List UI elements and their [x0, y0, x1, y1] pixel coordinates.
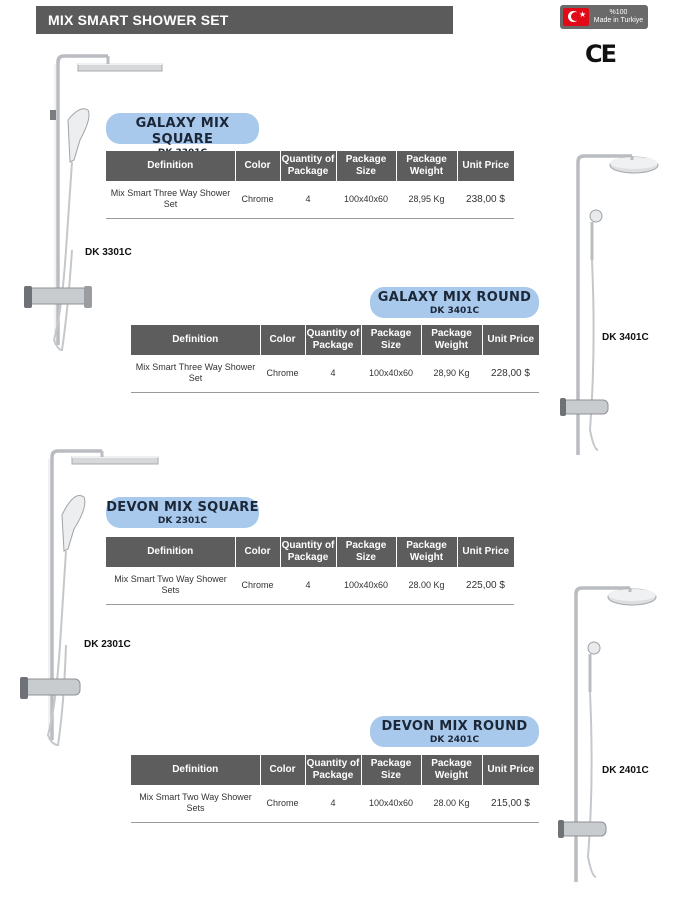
side-label-dk3401c: DK 3401C: [602, 332, 649, 343]
product-code: DK 3401C: [429, 306, 480, 316]
cell-weight: 28,95 Kg: [396, 181, 457, 218]
col-price: Unit Price: [482, 325, 539, 355]
product-name: GALAXY MIX SQUARE: [135, 116, 230, 147]
table-row: [106, 567, 514, 604]
col-definition: Definition: [106, 151, 235, 181]
cell-price: 228,00 $: [482, 355, 539, 392]
col-weight: Package Weight: [396, 151, 457, 181]
col-weight: Package Weight: [421, 755, 482, 785]
cell-weight: 28,90 Kg: [421, 355, 482, 392]
cell-color: Chrome: [260, 785, 305, 822]
col-color: Color: [260, 755, 305, 785]
col-quantity: Quantity of Package: [305, 755, 361, 785]
col-quantity: Quantity of Package: [305, 325, 361, 355]
col-color: Color: [235, 537, 280, 567]
cell-color: Chrome: [235, 181, 280, 218]
side-label-dk2301c: DK 2301C: [84, 639, 131, 650]
product-name: GALAXY MIX ROUND: [377, 290, 532, 305]
col-price: Unit Price: [457, 537, 514, 567]
spec-table-devon-mix-square: [106, 537, 514, 605]
product-title-devon-mix-round: [370, 716, 539, 747]
cell-price: 225,00 $: [457, 567, 514, 604]
cell-weight: 28.00 Kg: [421, 785, 482, 822]
shower-image-dk2401c: [548, 582, 660, 894]
badge-made-in: Made in Turkiye: [593, 17, 644, 24]
col-color: Color: [260, 325, 305, 355]
cell-quantity: 4: [280, 181, 336, 218]
side-label-dk3301c: DK 3301C: [85, 247, 132, 258]
table-row: [131, 785, 539, 822]
spec-table-galaxy-mix-square: [106, 151, 514, 219]
product-name: DEVON MIX ROUND: [381, 719, 528, 734]
cell-definition: Mix Smart Three Way Shower Set: [131, 355, 260, 392]
cell-color: Chrome: [260, 355, 305, 392]
ce-mark-icon: CE: [585, 40, 616, 68]
cell-color: Chrome: [235, 567, 280, 604]
cell-price: 215,00 $: [482, 785, 539, 822]
col-quantity: Quantity of Package: [280, 151, 336, 181]
col-definition: Definition: [106, 537, 235, 567]
col-price: Unit Price: [457, 151, 514, 181]
shower-image-dk3401c: [552, 150, 662, 470]
cell-price: 238,00 $: [457, 181, 514, 218]
spec-table-galaxy-mix-round: [131, 325, 539, 393]
turkey-flag-icon: ★: [563, 8, 589, 26]
table-row: [131, 355, 539, 392]
col-quantity: Quantity of Package: [280, 537, 336, 567]
cell-size: 100x40x60: [336, 181, 396, 218]
cell-definition: Mix Smart Two Way Shower Sets: [106, 567, 235, 604]
table-row: [106, 181, 514, 218]
col-definition: Definition: [131, 325, 260, 355]
cell-size: 100x40x60: [361, 785, 421, 822]
page-title: MIX SMART SHOWER SET: [36, 6, 453, 34]
col-size: Package Size: [336, 537, 396, 567]
cell-definition: Mix Smart Three Way Shower Set: [106, 181, 235, 218]
product-code: DK 2401C: [429, 735, 480, 745]
product-name: DEVON MIX SQUARE: [106, 500, 259, 515]
cell-definition: Mix Smart Two Way Shower Sets: [131, 785, 260, 822]
col-price: Unit Price: [482, 755, 539, 785]
cell-quantity: 4: [305, 355, 361, 392]
col-weight: Package Weight: [396, 537, 457, 567]
col-size: Package Size: [361, 325, 421, 355]
col-size: Package Size: [361, 755, 421, 785]
col-definition: Definition: [131, 755, 260, 785]
cell-size: 100x40x60: [336, 567, 396, 604]
product-title-galaxy-mix-square: [106, 113, 259, 147]
cell-weight: 28.00 Kg: [396, 567, 457, 604]
product-code: DK 2301C: [157, 516, 208, 526]
cell-size: 100x40x60: [361, 355, 421, 392]
col-weight: Package Weight: [421, 325, 482, 355]
badge-percent: %100: [609, 9, 628, 16]
col-color: Color: [235, 151, 280, 181]
product-title-devon-mix-square: [106, 497, 259, 528]
cell-quantity: 4: [305, 785, 361, 822]
spec-table-devon-mix-round: [131, 755, 539, 823]
product-title-galaxy-mix-round: [370, 287, 539, 318]
cell-quantity: 4: [280, 567, 336, 604]
col-size: Package Size: [336, 151, 396, 181]
made-in-turkiye-badge: [560, 5, 648, 29]
side-label-dk2401c: DK 2401C: [602, 765, 649, 776]
